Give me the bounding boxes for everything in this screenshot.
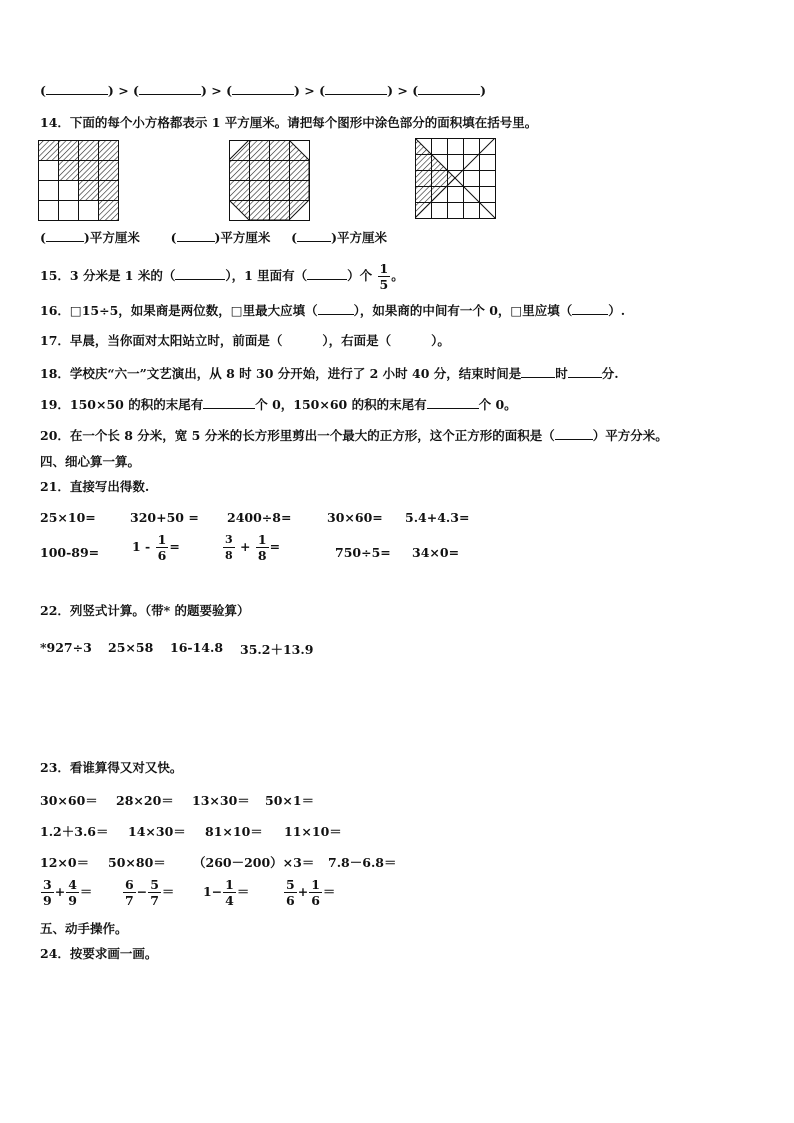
paren: (	[133, 83, 139, 98]
paren: )	[480, 83, 487, 98]
unit-label: 平方厘米	[337, 230, 388, 245]
calc-item: 14×30＝	[128, 824, 186, 839]
question-19	[40, 396, 517, 413]
calc-text: =	[269, 539, 281, 554]
answer-blank[interactable]	[325, 82, 387, 95]
q16-text: ）.	[608, 303, 626, 318]
calc-text: ＝	[161, 884, 175, 899]
calc-text: ＝	[322, 884, 336, 899]
section-5-heading: 五、动手操作。	[40, 921, 128, 936]
fraction	[41, 878, 54, 907]
q15-text: ）个	[347, 268, 373, 283]
calc-item: 30×60=	[327, 510, 383, 525]
question-24-title: 24．按要求画一画。	[40, 946, 158, 961]
calc-item: 750÷5=	[335, 545, 391, 560]
section-4-heading: 四、细心算一算。	[40, 454, 141, 469]
denominator: 9	[68, 893, 77, 908]
calc-text: 1 -	[132, 539, 151, 554]
calc-item-fraction	[222, 533, 280, 562]
paren: )	[107, 83, 114, 98]
fraction	[223, 533, 235, 562]
q18-text: 分.	[601, 366, 619, 381]
q15-text: 。	[391, 268, 404, 283]
q20-text: ）平方分米。	[592, 428, 668, 443]
denominator: 4	[225, 893, 234, 908]
numerator: 5	[150, 877, 159, 892]
paren: )	[214, 230, 221, 245]
calc-text: ＝	[236, 884, 250, 899]
numerator: 1	[157, 532, 167, 547]
calc-item: 12×0＝	[40, 855, 90, 870]
denominator: 5	[379, 277, 389, 292]
numerator: 1	[257, 532, 267, 547]
answer-blank[interactable]	[572, 302, 608, 315]
unit-label: 平方厘米	[220, 230, 271, 245]
paren: )	[83, 230, 90, 245]
q18-text: 18．学校庆“六一”文艺演出，从 8 时 30 分开始，进行了 2 小时 40 分，结束时间是	[40, 366, 522, 381]
greater-than: >	[397, 83, 408, 98]
numerator: 3	[43, 877, 52, 892]
question-20	[40, 427, 668, 444]
fraction	[148, 878, 161, 907]
calc-text: −	[136, 884, 148, 899]
paren: (	[412, 83, 419, 98]
calc-item: 7.8－6.8＝	[328, 855, 397, 870]
calc-item: 81×10＝	[205, 824, 263, 839]
calc-item: 25×10=	[40, 510, 96, 525]
calc-item: 100-89=	[40, 545, 100, 560]
q20-text: 20．在一个长 8 分米，宽 5 分米的长方形里剪出一个最大的正方形，这个正方形的面积是（	[40, 428, 555, 443]
q19-text: 个 0。	[478, 397, 517, 412]
greater-than: >	[118, 83, 129, 98]
calc-item: *927÷3	[40, 640, 92, 655]
numerator: 1	[379, 261, 389, 276]
q15-text: 15．3 分米是 1 米的（	[40, 268, 176, 283]
answer-blank[interactable]	[555, 427, 593, 440]
calc-item: 1.2＋3.6＝	[40, 824, 109, 839]
calc-text: +	[240, 539, 251, 554]
calc-item: 35.2＋13.9	[240, 642, 314, 657]
calc-item-fraction	[283, 878, 335, 907]
ordering-row	[40, 82, 486, 99]
paren: (	[170, 230, 177, 245]
paren: )	[200, 83, 207, 98]
paren: )	[294, 83, 300, 98]
calc-text: =	[169, 539, 180, 554]
answer-blank[interactable]	[418, 82, 480, 95]
denominator: 7	[125, 893, 134, 908]
q16-text: 16．□15÷5，如果商是两位数，□里最大应填（	[40, 303, 318, 318]
q18-text: 时	[555, 366, 568, 381]
question-17	[40, 333, 450, 349]
calc-item: 34×0=	[412, 545, 460, 560]
denominator: 6	[311, 893, 320, 908]
figure-3-grid	[415, 138, 497, 220]
numerator: 5	[286, 877, 295, 892]
answer-blank[interactable]	[427, 396, 479, 409]
calc-item: 11×10＝	[284, 824, 342, 839]
fraction	[378, 262, 391, 291]
fraction	[66, 878, 79, 907]
numerator: 1	[225, 877, 234, 892]
question-15	[40, 262, 404, 291]
numerator: 1	[311, 877, 320, 892]
numerator: 4	[68, 877, 77, 892]
calc-text: +	[297, 884, 309, 899]
calc-text: 1−	[203, 884, 223, 899]
denominator: 6	[157, 548, 167, 563]
q17-text: 17．早晨，当你面对太阳站立时，前面是（	[40, 333, 283, 348]
answer-blank[interactable]	[307, 267, 347, 280]
q16-text: ），如果商的中间有一个 0，□里应填（	[353, 303, 573, 318]
greater-than: >	[211, 83, 222, 98]
calc-text: +	[54, 884, 66, 899]
denominator: 9	[43, 893, 52, 908]
numerator: 3	[225, 533, 233, 546]
fraction	[223, 878, 236, 907]
paren: (	[291, 230, 298, 245]
q15-text: ），1 里面有（	[225, 268, 308, 283]
fraction	[123, 878, 136, 907]
answer-blank[interactable]	[318, 302, 354, 315]
numerator: 6	[125, 877, 134, 892]
q19-text: 19．150×50 的积的末尾有	[40, 397, 204, 412]
calc-item: 28×20＝	[116, 793, 174, 808]
paren: )	[331, 230, 337, 245]
answer-blank[interactable]	[203, 396, 255, 409]
denominator: 8	[225, 549, 233, 562]
fraction	[256, 533, 269, 562]
calc-item: 5.4+4.3=	[405, 510, 470, 525]
answer-blank[interactable]	[297, 229, 331, 242]
fraction	[309, 878, 322, 907]
calc-item-fraction	[203, 878, 249, 907]
answer-blank[interactable]	[177, 229, 215, 242]
calc-item: 320+50 =	[130, 510, 199, 525]
figure-1-grid	[38, 140, 120, 222]
calc-item: 50×80＝	[108, 855, 166, 870]
answer-blank[interactable]	[232, 82, 294, 95]
question-22-title: 22．列竖式计算。（带* 的题要验算）	[40, 603, 250, 618]
calc-item-fraction	[132, 533, 180, 562]
answer-blank[interactable]	[46, 229, 84, 242]
paren: )	[387, 83, 393, 98]
greater-than: >	[304, 83, 315, 98]
calc-item: 50×1＝	[265, 793, 315, 808]
fraction	[156, 533, 169, 562]
question-21-title: 21．直接写出得数.	[40, 479, 150, 494]
question-23-title: 23．看谁算得又对又快。	[40, 760, 183, 775]
calc-item: 30×60＝	[40, 793, 98, 808]
calc-item: 16-14.8	[170, 640, 224, 655]
paren: (	[40, 230, 46, 245]
question-18	[40, 365, 619, 382]
unit-label: 平方厘米	[89, 230, 140, 245]
denominator: 6	[286, 893, 295, 908]
calc-item: 25×58	[108, 640, 154, 655]
denominator: 7	[150, 893, 159, 908]
question-16	[40, 302, 625, 319]
calc-item-fraction	[122, 878, 174, 907]
paren: (	[40, 83, 46, 98]
figure-2-grid	[229, 140, 311, 222]
paren: (	[319, 83, 326, 98]
answer-blank[interactable]	[139, 82, 201, 95]
denominator: 8	[257, 548, 267, 563]
calc-text: ＝	[79, 884, 93, 899]
answer-blank[interactable]	[521, 365, 555, 378]
q19-text: 个 0，150×60 的积的末尾有	[255, 397, 427, 412]
calc-item: 2400÷8=	[227, 510, 292, 525]
answer-blank[interactable]	[568, 365, 602, 378]
calc-item: （260－200）×3＝	[193, 855, 315, 870]
question-14-title: 14．下面的每个小方格都表示 1 平方厘米。请把每个图形中涂色部分的面积填在括号里。	[40, 115, 538, 130]
fraction	[284, 878, 297, 907]
question-14-answers	[40, 229, 387, 246]
q17-text: ），右面是（	[322, 333, 392, 348]
calc-item-fraction	[40, 878, 92, 907]
q17-text: ）。	[431, 333, 450, 348]
answer-blank[interactable]	[175, 267, 225, 280]
calc-item: 13×30＝	[192, 793, 250, 808]
answer-blank[interactable]	[46, 82, 108, 95]
paren: (	[226, 83, 233, 98]
